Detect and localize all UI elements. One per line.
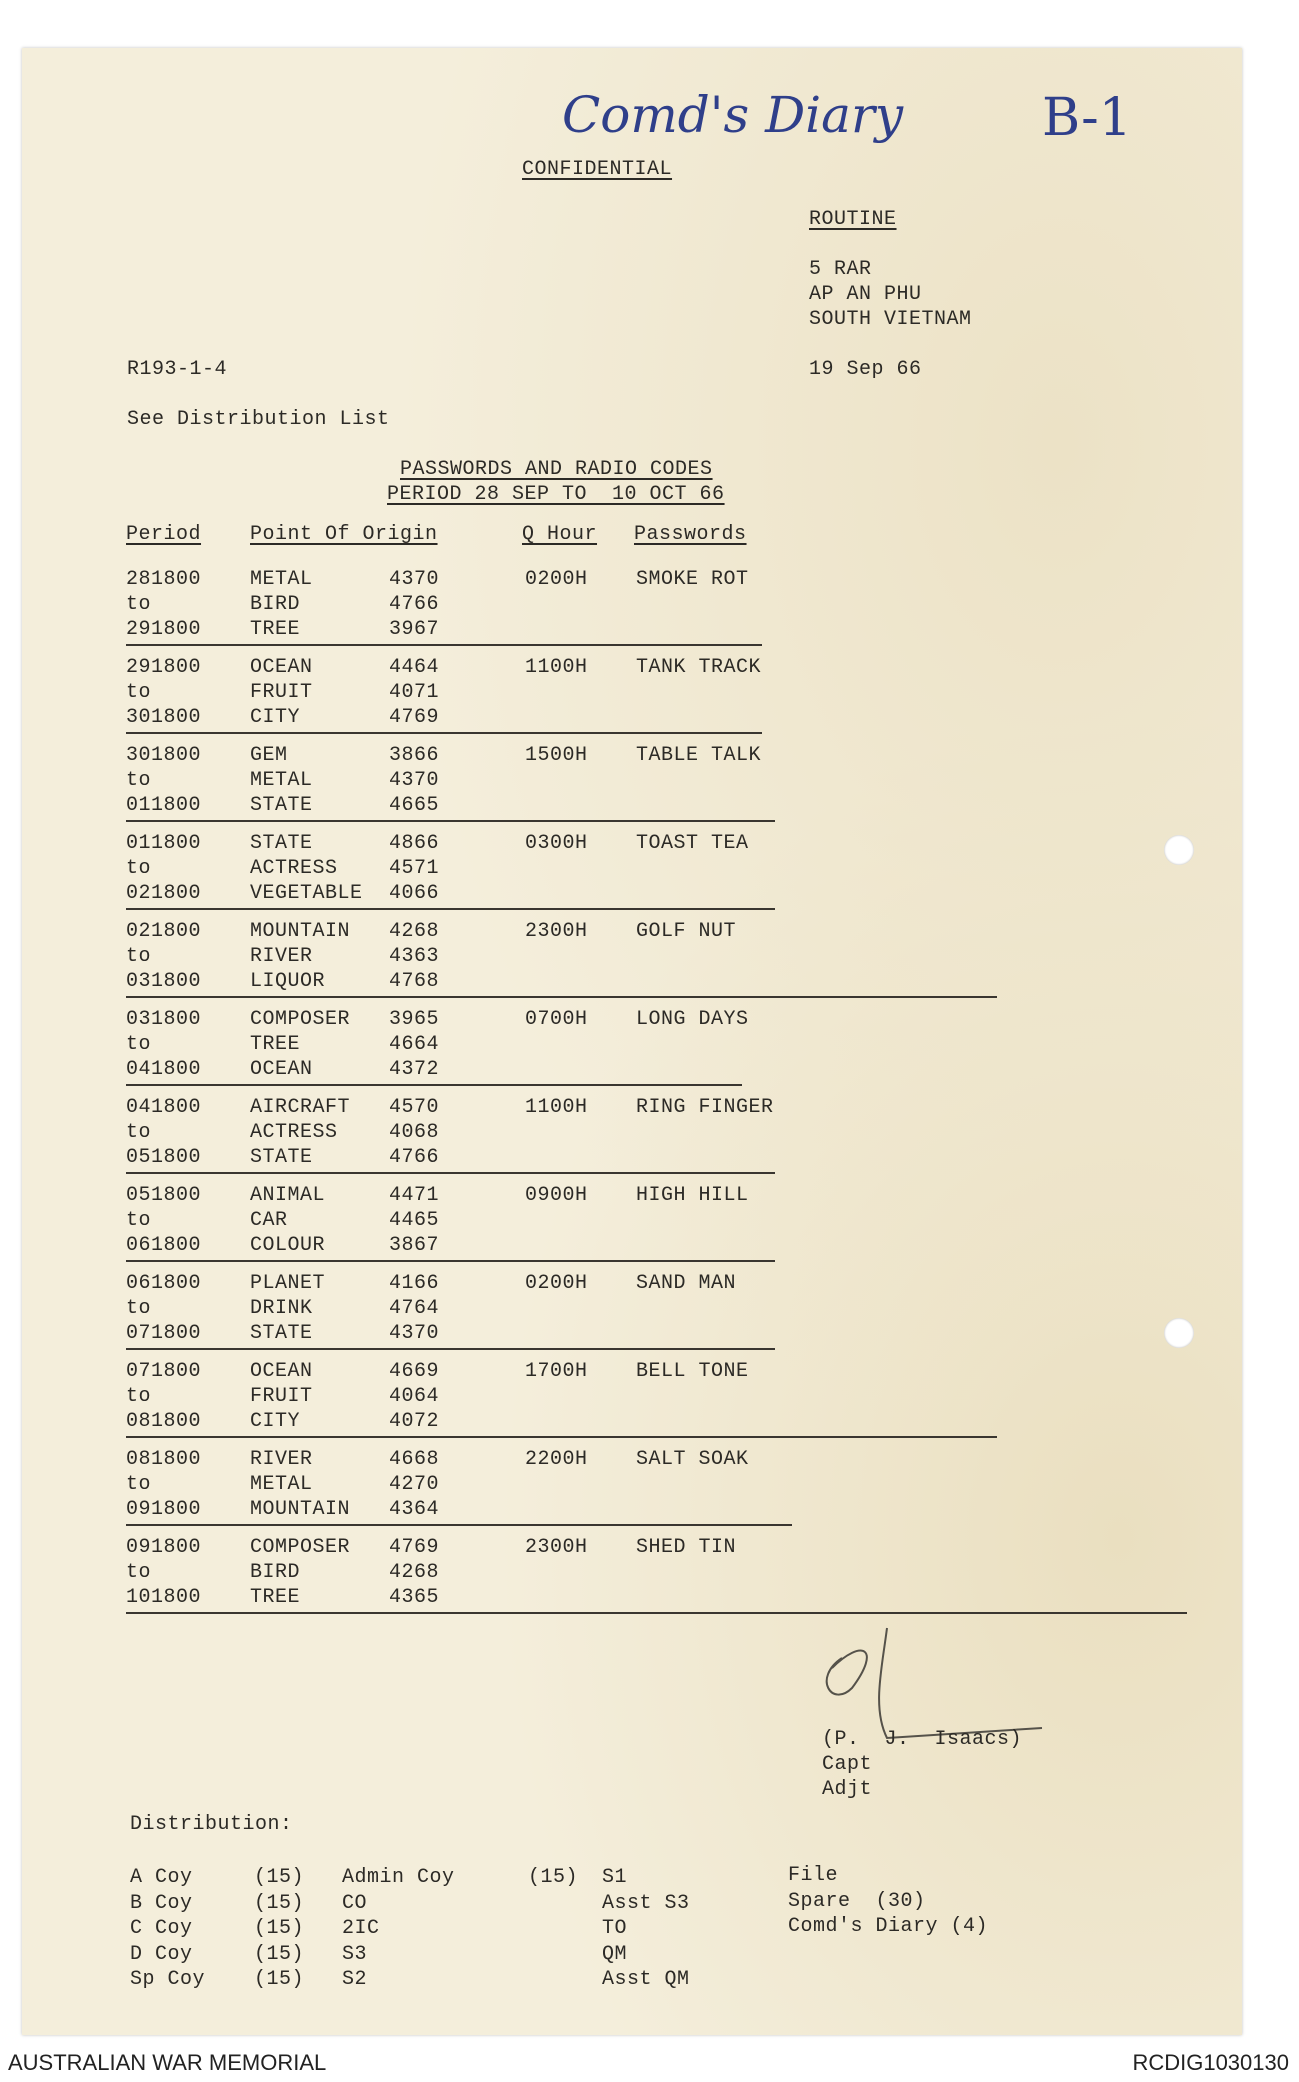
- period-to: to: [126, 1209, 152, 1232]
- password: GOLF NUT: [636, 920, 737, 943]
- distribution-recipient: S1: [602, 1866, 628, 1889]
- origin-codeword: METAL: [250, 1473, 313, 1496]
- origin-grid-ref: 4370: [389, 568, 440, 591]
- q-hour: 1500H: [525, 744, 588, 767]
- row-divider: [126, 1436, 997, 1438]
- origin-codeword: RIVER: [250, 945, 313, 968]
- origin-codeword: STATE: [250, 794, 313, 817]
- table-row: [22, 832, 1242, 922]
- unit: 5 RAR: [809, 258, 872, 281]
- origin-grid-ref: 4866: [389, 832, 440, 855]
- period-start: 061800: [126, 1272, 202, 1295]
- q-hour: 0300H: [525, 832, 588, 855]
- origin-codeword: VEGETABLE: [250, 882, 363, 905]
- table-row: [22, 1272, 1242, 1362]
- period-end: 011800: [126, 794, 202, 817]
- origin-grid-ref: 3965: [389, 1008, 440, 1031]
- period-to: to: [126, 1561, 152, 1584]
- origin-grid-ref: 3967: [389, 618, 440, 641]
- table-row: [22, 1096, 1242, 1186]
- origin-grid-ref: 4071: [389, 681, 440, 704]
- origin-codeword: FRUIT: [250, 1385, 313, 1408]
- origin-codeword: METAL: [250, 568, 313, 591]
- origin-grid-ref: 4268: [389, 1561, 440, 1584]
- table-row: [22, 568, 1242, 658]
- password: SAND MAN: [636, 1272, 737, 1295]
- distribution-copies: (15): [254, 1866, 305, 1889]
- origin-grid-ref: 4764: [389, 1297, 440, 1320]
- origin-codeword: MOUNTAIN: [250, 1498, 351, 1521]
- title-line-1: PASSWORDS AND RADIO CODES: [400, 458, 713, 481]
- origin-codeword: STATE: [250, 1322, 313, 1345]
- password: SHED TIN: [636, 1536, 737, 1559]
- table-row: [22, 744, 1242, 834]
- period-to: to: [126, 593, 152, 616]
- origin-grid-ref: 4471: [389, 1184, 440, 1207]
- q-hour: 1100H: [525, 1096, 588, 1119]
- origin-codeword: PLANET: [250, 1272, 326, 1295]
- period-start: 071800: [126, 1360, 202, 1383]
- distribution-copies: (15): [254, 1917, 305, 1940]
- period-end: 061800: [126, 1234, 202, 1257]
- q-hour: 1700H: [525, 1360, 588, 1383]
- q-hour: 0200H: [525, 1272, 588, 1295]
- origin-grid-ref: 4268: [389, 920, 440, 943]
- row-divider: [126, 996, 997, 998]
- period-to: to: [126, 1033, 152, 1056]
- q-hour: 2200H: [525, 1448, 588, 1471]
- q-hour: 0900H: [525, 1184, 588, 1207]
- distribution-recipient: CO: [342, 1891, 368, 1915]
- period-start: 081800: [126, 1448, 202, 1471]
- origin-codeword: OCEAN: [250, 1360, 313, 1383]
- distribution-copies: (15): [528, 1866, 579, 1889]
- q-hour: 2300H: [525, 1536, 588, 1559]
- origin-codeword: LIQUOR: [250, 970, 326, 993]
- table-row: [22, 1008, 1242, 1098]
- title-line-2: PERIOD 28 SEP TO 10 OCT 66: [387, 483, 725, 506]
- password: RING FINGER: [636, 1096, 774, 1119]
- distribution-recipient: S3: [342, 1942, 368, 1966]
- document-page: [22, 48, 1242, 2035]
- origin-grid-ref: 4166: [389, 1272, 440, 1295]
- signature-mark: [792, 1608, 1092, 1748]
- punch-hole: [1164, 835, 1194, 865]
- origin-codeword: CITY: [250, 706, 301, 729]
- password: TANK TRACK: [636, 656, 762, 679]
- period-start: 281800: [126, 568, 202, 591]
- password: TOAST TEA: [636, 832, 749, 855]
- origin-grid-ref: 4064: [389, 1385, 440, 1408]
- table-row: [22, 1448, 1242, 1538]
- period-to: to: [126, 1473, 152, 1496]
- table-row: [22, 1184, 1242, 1274]
- origin-codeword: COMPOSER: [250, 1008, 351, 1031]
- origin-codeword: ACTRESS: [250, 1121, 338, 1144]
- classification: CONFIDENTIAL: [522, 158, 673, 181]
- period-start: 041800: [126, 1096, 202, 1119]
- origin-codeword: RIVER: [250, 1448, 313, 1471]
- document-date: 19 Sep 66: [809, 358, 922, 381]
- origin-grid-ref: 4372: [389, 1058, 440, 1081]
- origin-grid-ref: 4769: [389, 706, 440, 729]
- signatory-name: (P. J. Isaacs): [822, 1728, 1023, 1751]
- row-divider: [126, 908, 775, 910]
- origin-grid-ref: 4571: [389, 857, 440, 880]
- origin-codeword: ACTRESS: [250, 857, 338, 880]
- period-to: to: [126, 681, 152, 704]
- distribution-recipient: Sp Coy: [130, 1968, 206, 1991]
- addressee: See Distribution List: [127, 408, 390, 431]
- origin-codeword: STATE: [250, 1146, 313, 1169]
- origin-grid-ref: 4364: [389, 1498, 440, 1521]
- origin-codeword: AIRCRAFT: [250, 1096, 351, 1119]
- signatory-rank: Capt: [822, 1753, 873, 1776]
- distribution-recipient: Spare (30): [788, 1889, 926, 1913]
- q-hour: 0200H: [525, 568, 588, 591]
- origin-codeword: GEM: [250, 744, 288, 767]
- origin-grid-ref: 4365: [389, 1586, 440, 1609]
- origin-codeword: ANIMAL: [250, 1184, 326, 1207]
- location-line-2: SOUTH VIETNAM: [809, 308, 972, 331]
- row-divider: [126, 732, 762, 734]
- period-to: to: [126, 1121, 152, 1144]
- period-end: 301800: [126, 706, 202, 729]
- period-to: to: [126, 1297, 152, 1320]
- q-hour: 2300H: [525, 920, 588, 943]
- distribution-recipient: TO: [602, 1917, 628, 1940]
- password: SMOKE ROT: [636, 568, 749, 591]
- distribution-recipient: 2IC: [342, 1917, 380, 1940]
- footer-id: RCDIG1030130: [1132, 2050, 1289, 2075]
- origin-grid-ref: 4570: [389, 1096, 440, 1119]
- password: LONG DAYS: [636, 1008, 749, 1031]
- password: TABLE TALK: [636, 744, 762, 767]
- distribution-recipient: QM: [602, 1942, 628, 1966]
- distribution-recipient: Admin Coy: [342, 1866, 455, 1889]
- punch-hole: [1164, 1318, 1194, 1348]
- origin-codeword: STATE: [250, 832, 313, 855]
- origin-codeword: BIRD: [250, 1561, 301, 1584]
- period-end: 071800: [126, 1322, 202, 1345]
- origin-codeword: TREE: [250, 1586, 301, 1609]
- distribution-heading: Distribution:: [130, 1813, 293, 1836]
- period-start: 051800: [126, 1184, 202, 1207]
- period-end: 041800: [126, 1058, 202, 1081]
- period-start: 011800: [126, 832, 202, 855]
- footer-source: AUSTRALIAN WAR MEMORIAL: [8, 2050, 327, 2075]
- period-end: 091800: [126, 1498, 202, 1521]
- period-start: 091800: [126, 1536, 202, 1559]
- origin-grid-ref: 4768: [389, 970, 440, 993]
- period-start: 301800: [126, 744, 202, 767]
- origin-grid-ref: 3867: [389, 1234, 440, 1257]
- distribution-recipient: Comd's Diary (4): [788, 1915, 989, 1938]
- origin-codeword: FRUIT: [250, 681, 313, 704]
- origin-codeword: CAR: [250, 1209, 288, 1232]
- period-end: 081800: [126, 1410, 202, 1433]
- col-header-origin: Point Of Origin: [250, 523, 438, 546]
- period-end: 291800: [126, 618, 202, 641]
- origin-grid-ref: 4465: [389, 1209, 440, 1232]
- distribution-recipient: A Coy: [130, 1866, 193, 1889]
- precedence: ROUTINE: [809, 208, 897, 231]
- origin-grid-ref: 4370: [389, 1322, 440, 1345]
- col-header-qhour: Q Hour: [522, 523, 598, 546]
- origin-grid-ref: 4363: [389, 945, 440, 968]
- distribution-recipient: B Coy: [130, 1891, 193, 1915]
- signatory-appointment: Adjt: [822, 1778, 873, 1801]
- password: HIGH HILL: [636, 1184, 749, 1207]
- distribution-recipient: D Coy: [130, 1942, 193, 1966]
- distribution-copies: (15): [254, 1968, 305, 1991]
- col-header-period: Period: [126, 523, 202, 546]
- origin-codeword: DRINK: [250, 1297, 313, 1320]
- origin-grid-ref: 4068: [389, 1121, 440, 1144]
- origin-codeword: BIRD: [250, 593, 301, 616]
- origin-codeword: COLOUR: [250, 1234, 326, 1257]
- period-to: to: [126, 1385, 152, 1408]
- origin-grid-ref: 3866: [389, 744, 440, 767]
- origin-grid-ref: 4066: [389, 882, 440, 905]
- origin-codeword: MOUNTAIN: [250, 920, 351, 943]
- table-row: [22, 656, 1242, 746]
- distribution-copies: (15): [254, 1891, 305, 1915]
- location-line-1: AP AN PHU: [809, 283, 922, 306]
- origin-grid-ref: 4766: [389, 593, 440, 616]
- q-hour: 1100H: [525, 656, 588, 679]
- origin-grid-ref: 4769: [389, 1536, 440, 1559]
- distribution-recipient: C Coy: [130, 1917, 193, 1940]
- period-to: to: [126, 945, 152, 968]
- origin-grid-ref: 4072: [389, 1410, 440, 1433]
- origin-grid-ref: 4370: [389, 769, 440, 792]
- row-divider: [126, 1084, 742, 1086]
- origin-grid-ref: 4464: [389, 656, 440, 679]
- distribution-recipient: File: [788, 1864, 839, 1887]
- handwritten-page-ref: B-1: [1042, 88, 1132, 148]
- origin-codeword: CITY: [250, 1410, 301, 1433]
- origin-grid-ref: 4766: [389, 1146, 440, 1169]
- period-start: 021800: [126, 920, 202, 943]
- table-row: [22, 920, 1242, 1010]
- origin-codeword: COMPOSER: [250, 1536, 351, 1559]
- password: SALT SOAK: [636, 1448, 749, 1471]
- period-end: 051800: [126, 1146, 202, 1169]
- table-row: [22, 1360, 1242, 1450]
- origin-codeword: TREE: [250, 1033, 301, 1056]
- q-hour: 0700H: [525, 1008, 588, 1031]
- period-start: 031800: [126, 1008, 202, 1031]
- period-end: 031800: [126, 970, 202, 993]
- handwritten-note: Comd's Diary: [562, 86, 904, 144]
- origin-grid-ref: 4664: [389, 1033, 440, 1056]
- period-to: to: [126, 857, 152, 880]
- origin-grid-ref: 4270: [389, 1473, 440, 1496]
- row-divider: [126, 1260, 775, 1262]
- origin-codeword: TREE: [250, 618, 301, 641]
- row-divider: [126, 644, 762, 646]
- password: BELL TONE: [636, 1360, 749, 1383]
- file-reference: R193-1-4: [127, 358, 228, 381]
- distribution-recipient: Asst QM: [602, 1968, 690, 1991]
- origin-grid-ref: 4669: [389, 1360, 440, 1383]
- origin-codeword: METAL: [250, 769, 313, 792]
- origin-grid-ref: 4665: [389, 794, 440, 817]
- distribution-recipient: Asst S3: [602, 1891, 690, 1915]
- period-to: to: [126, 769, 152, 792]
- period-end: 021800: [126, 882, 202, 905]
- row-divider: [126, 820, 775, 822]
- period-start: 291800: [126, 656, 202, 679]
- origin-codeword: OCEAN: [250, 1058, 313, 1081]
- origin-grid-ref: 4668: [389, 1448, 440, 1471]
- period-end: 101800: [126, 1586, 202, 1609]
- distribution-recipient: S2: [342, 1968, 368, 1991]
- col-header-passwords: Passwords: [634, 523, 747, 546]
- distribution-copies: (15): [254, 1942, 305, 1966]
- row-divider: [126, 1172, 775, 1174]
- row-divider: [126, 1524, 792, 1526]
- row-divider: [126, 1348, 775, 1350]
- origin-codeword: OCEAN: [250, 656, 313, 679]
